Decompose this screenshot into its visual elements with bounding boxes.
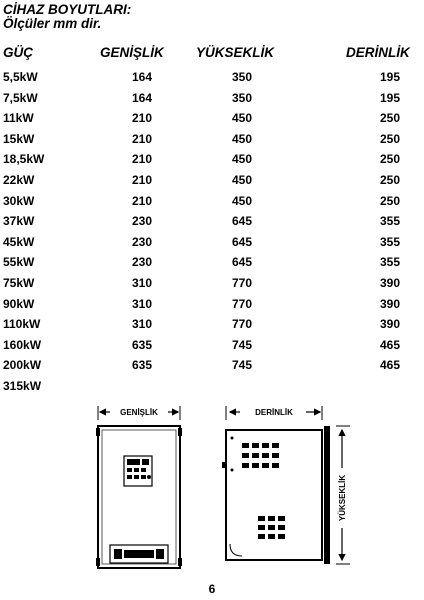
depth-cell: 465	[379, 358, 400, 373]
width-cell: 310	[131, 296, 153, 311]
table-row	[0, 317, 424, 338]
depth-cell: 250	[379, 193, 400, 208]
table-row	[0, 91, 424, 112]
power-cell: 200kW	[3, 358, 42, 373]
height-cell: 350	[231, 70, 253, 84]
header-power: GÜÇ	[3, 45, 33, 60]
page-number: 6	[208, 582, 216, 596]
width-cell: 635	[131, 337, 153, 352]
height-cell: 770	[231, 317, 253, 332]
power-cell: 22kW	[3, 172, 35, 187]
width-cell: 230	[131, 234, 153, 249]
table-row	[0, 297, 424, 318]
depth-cell: 390	[379, 317, 400, 332]
power-cell: 160kW	[3, 337, 42, 352]
depth-cell: 250	[379, 111, 400, 126]
power-cell: 315kW	[3, 378, 42, 393]
height-cell: 770	[231, 296, 253, 311]
power-cell: 37kW	[3, 214, 35, 229]
power-cell: 90kW	[3, 296, 35, 311]
width-cell: 635	[131, 358, 153, 373]
table-row	[0, 111, 424, 132]
height-cell: 745	[231, 337, 253, 352]
depth-cell: 355	[379, 255, 400, 270]
height-cell: 450	[231, 152, 253, 167]
table-row	[0, 379, 424, 400]
depth-cell: 250	[379, 152, 400, 167]
power-cell: 55kW	[3, 255, 35, 270]
table-row	[0, 214, 424, 235]
width-cell: 210	[131, 152, 153, 167]
height-cell: 645	[231, 255, 253, 270]
height-label: YÜKSEKLİK	[338, 474, 347, 522]
power-cell: 7,5kW	[3, 90, 38, 105]
width-cell: 210	[131, 131, 153, 146]
depth-cell: 195	[379, 90, 400, 105]
table-row	[0, 338, 424, 359]
table-row	[0, 173, 424, 194]
width-cell: 230	[131, 255, 153, 270]
dimensions-table	[0, 70, 424, 400]
height-cell: 450	[231, 131, 253, 146]
title-line-2: Ölçüler mm dir.	[3, 16, 102, 31]
table-row	[0, 194, 424, 215]
keypad-panel	[124, 456, 152, 486]
table-row	[0, 358, 424, 379]
depth-cell: 465	[379, 337, 400, 352]
height-cell: 450	[231, 111, 253, 126]
power-cell: 30kW	[3, 193, 35, 208]
side-view	[222, 426, 330, 564]
table-row	[0, 132, 424, 153]
table-row	[0, 152, 424, 173]
height-cell: 645	[231, 214, 253, 229]
width-cell: 164	[131, 90, 153, 105]
depth-cell: 250	[379, 131, 400, 146]
header-width: GENİŞLİK	[100, 45, 164, 60]
table-row	[0, 255, 424, 276]
document-title	[3, 3, 131, 31]
lower-vent-grid	[258, 516, 285, 539]
terminal-block	[110, 545, 168, 563]
width-cell: 310	[131, 275, 153, 290]
depth-cell: 390	[379, 296, 400, 311]
header-height: YÜKSEKLİK	[196, 45, 275, 60]
width-cell: 164	[131, 70, 153, 84]
power-cell: 5,5kW	[3, 70, 38, 84]
height-cell: 450	[231, 172, 253, 187]
table-row	[0, 235, 424, 256]
front-view	[96, 426, 182, 568]
depth-cell: 390	[379, 275, 400, 290]
width-cell: 210	[131, 193, 153, 208]
width-cell: 210	[131, 172, 153, 187]
depth-cell: 250	[379, 172, 400, 187]
height-cell: 350	[231, 90, 253, 105]
height-cell: 645	[231, 234, 253, 249]
table-row	[0, 276, 424, 297]
depth-cell: 195	[379, 70, 400, 84]
power-cell: 15kW	[3, 131, 35, 146]
depth-cell: 355	[379, 234, 400, 249]
height-cell: 770	[231, 275, 253, 290]
height-cell: 745	[231, 358, 253, 373]
power-cell: 18,5kW	[3, 152, 45, 167]
power-cell: 11kW	[3, 111, 34, 126]
power-cell: 75kW	[3, 275, 35, 290]
depth-label: DERİNLİK	[255, 408, 293, 417]
height-cell: 450	[231, 193, 253, 208]
header-depth: DERİNLİK	[346, 45, 410, 60]
title-line-1: CİHAZ BOYUTLARI:	[3, 2, 132, 17]
width-cell: 210	[131, 111, 153, 126]
table-row	[0, 70, 424, 91]
depth-cell: 355	[379, 214, 400, 229]
device-dimension-diagram	[80, 398, 360, 580]
width-cell: 230	[131, 214, 153, 229]
width-label: GENİŞLİK	[120, 408, 158, 417]
power-cell: 110kW	[3, 317, 41, 332]
power-cell: 45kW	[3, 234, 35, 249]
width-cell: 310	[131, 317, 153, 332]
